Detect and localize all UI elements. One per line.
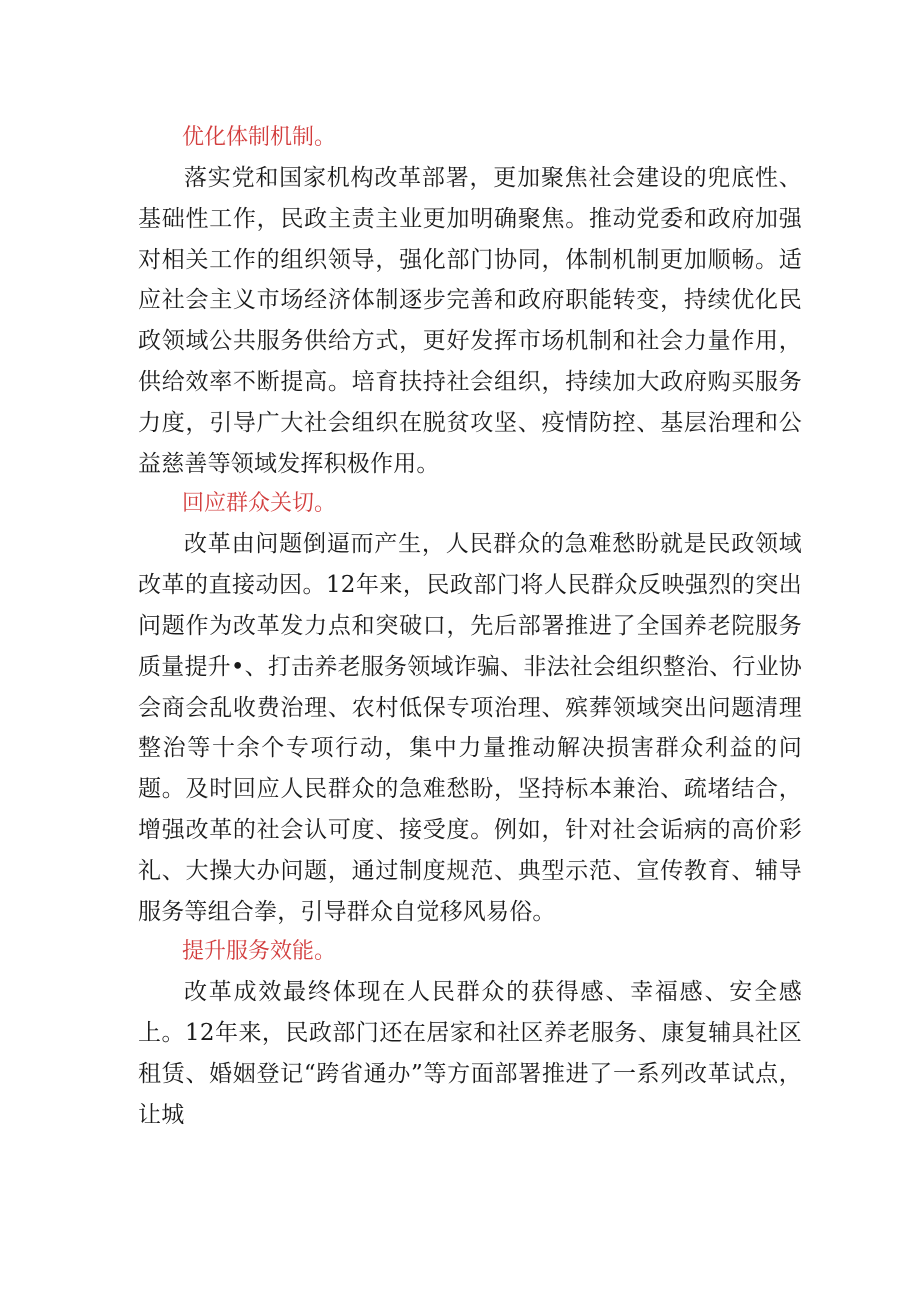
section-heading-2: 回应群众关切。	[182, 491, 337, 517]
section-body-3: 改革成效最终体现在人民群众的获得感、幸福感、安全感上。12年来，民政部门还在居家和社区养老服务、康复辅具社区租赁、婚姻登记“跨省通办”等方面部署推进了一系列改革试点，让城	[138, 979, 802, 1128]
section-heading-1: 优化体制机制。	[182, 125, 337, 150]
section-body-2: 改革由问题倒逼而产生，人民群众的急难愁盼就是民政领域改革的直接动因。12年来，民政部门将人民群众反映强烈的突出问题作为改革发力点和突破口，先后部署推进了全国养老院服务质量提升•、打击养老服务领域诈骗、非法社会组织整治、行业协会商会乱收费治理、农村低保专项治理、殡葬领域突出问题清理整治等十余个专项行动，集中力量推动解决损害群众利益的问题。及时回应人民群众的急难愁盼，坚持标本兼治、疏堵结合，增强改革的社会认可度、接受度。例如，针对社会诟病的高价彩礼、大操大办问题，通过制度规范、典型示范、宣传教育、辅导服务等组合拳，引导群众自觉移风易俗。	[138, 531, 802, 925]
section-heading-3: 提升服务效能。	[182, 939, 337, 965]
document-page	[138, 118, 802, 1136]
section-body-1: 落实党和国家机构改革部署，更加聚焦社会建设的兜底性、基础性工作，民政主责主业更加明确聚焦。推动党委和政府加强对相关工作的组织领导，强化部门协同，体制机制更加顺畅。适应社会主义市场经济体制逐步完善和政府职能转变，持续优化民政领域公共服务供给方式，更好发挥市场机制和社会力量作用，供给效率不断提高。培育扶持社会组织，持续加大政府购买服务力度，引导广大社会组织在脱贫攻坚、疫情防控、基层治理和公益慈善等领域发挥积极作用。	[138, 165, 802, 477]
